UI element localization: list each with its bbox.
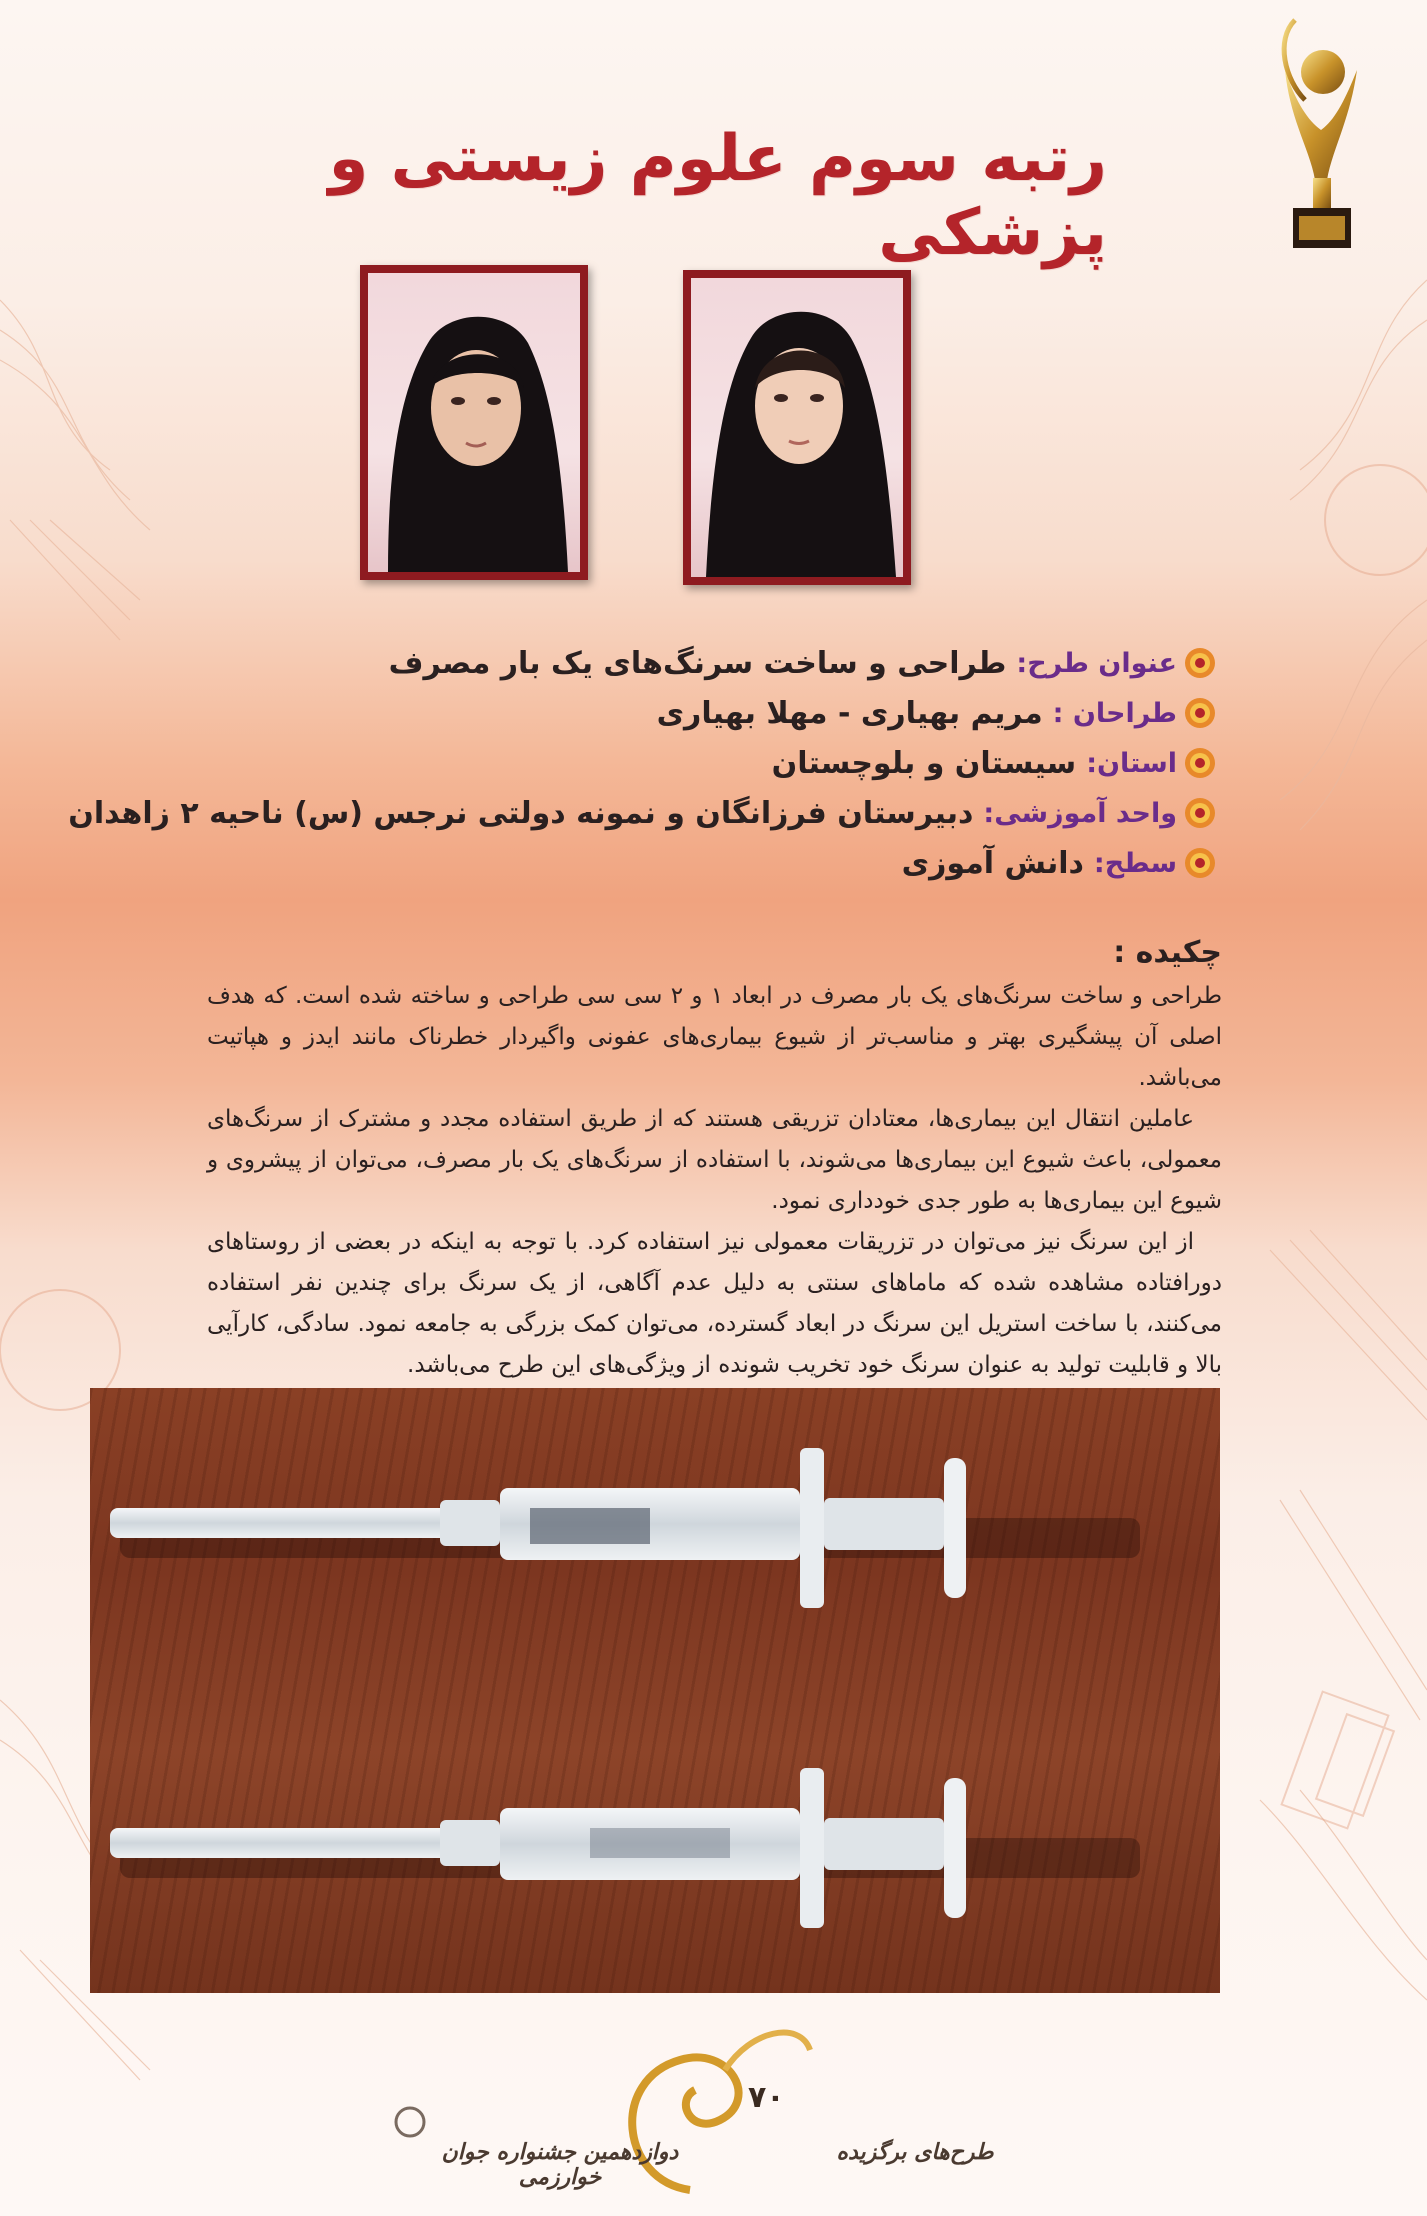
flower-bullet-icon <box>1183 796 1217 830</box>
info-label: طراحان : <box>1052 697 1177 729</box>
info-value: دبیرستان فرزانگان و نمونه دولتی نرجس (س) ناحیه ۲ زاهدان <box>68 795 974 831</box>
footer-logo <box>390 2010 1030 2200</box>
flower-bullet-icon <box>1183 846 1217 880</box>
info-row-title <box>117 638 1217 688</box>
project-info <box>68 638 1217 888</box>
info-label: سطح: <box>1093 847 1177 879</box>
info-label: استان: <box>1086 747 1177 779</box>
info-row-level <box>117 838 1217 888</box>
abstract-paragraph: عاملین انتقال این بیماری‌ها، معتادان تزریقی هستند که از طریق استفاده مجدد و مشترک از سرنگ‌های معمولی، باعث شیوع این بیماری‌ها می‌شوند، با استفاده از سرنگ‌های یک بار مصرف، می‌توان از پیشروی و شیوع این بیماری‌ها به طور جدی خودداری نمود. <box>207 1106 1222 1214</box>
abstract-paragraph: از این سرنگ نیز می‌توان در تزریقات معمولی نیز استفاده کرد. با توجه به اینکه در بعضی از روستاهای دورافتاده مشاهده شده که ماماهای سنتی به دلیل عدم آگاهی، از یک سرنگ برای چندین نفر استفاده می‌کنند، با ساخت استریل این سرنگ در ابعاد گسترده، می‌توان کمک بزرگی به جامعه نمود. سادگی، کارآیی بالا و قابلیت تولید به عنوان سرنگ خود تخریب شونده از ویژگی‌های این طرح می‌باشد. <box>207 1229 1222 1378</box>
footer-line-1: طرح‌های برگزیده <box>836 2140 994 2165</box>
info-value: سیستان و بلوچستان <box>771 745 1077 781</box>
info-value: طراحی و ساخت سرنگ‌های یک بار مصرف <box>388 645 1007 681</box>
info-row-designers <box>117 688 1217 738</box>
portrait-right-image <box>691 278 903 577</box>
abstract-heading: چکیده : <box>1113 935 1222 970</box>
syringe-photo <box>90 1388 1220 1993</box>
abstract-paragraph: طراحی و ساخت سرنگ‌های یک بار مصرف در ابعاد ۱ و ۲ سی سی طراحی و ساخته شده است. که هدف اصلی آن پیشگیری بهتر و مناسب‌تر از شیوع بیماری‌های عفونی واگیردار خطرناک مانند ایدز و هپاتیت می‌باشد. <box>207 983 1223 1091</box>
info-label: واحد آموزشی: <box>983 797 1177 829</box>
portrait-photo-left <box>360 265 588 580</box>
portrait-photo-right <box>683 270 911 585</box>
flower-bullet-icon <box>1183 646 1217 680</box>
trophy-icon <box>1265 10 1375 260</box>
syringes-image <box>90 1388 1220 1993</box>
abstract-section <box>207 935 1222 1386</box>
page-number: ۷۰ <box>748 2080 785 2115</box>
info-row-province <box>117 738 1217 788</box>
flower-bullet-icon <box>1183 746 1217 780</box>
portrait-left-image <box>368 273 580 572</box>
info-value: مریم بهیاری - مهلا بهیاری <box>656 695 1043 731</box>
info-row-school <box>68 788 1217 838</box>
footer-line-2: دوازدهمین جشنواره جوان خوارزمی <box>441 2140 679 2190</box>
flower-bullet-icon <box>1183 696 1217 730</box>
page-title: رتبه سوم علوم زیستی و پزشکی <box>328 122 1107 270</box>
info-value: دانش آموزی <box>901 845 1084 881</box>
info-label: عنوان طرح: <box>1016 647 1177 679</box>
